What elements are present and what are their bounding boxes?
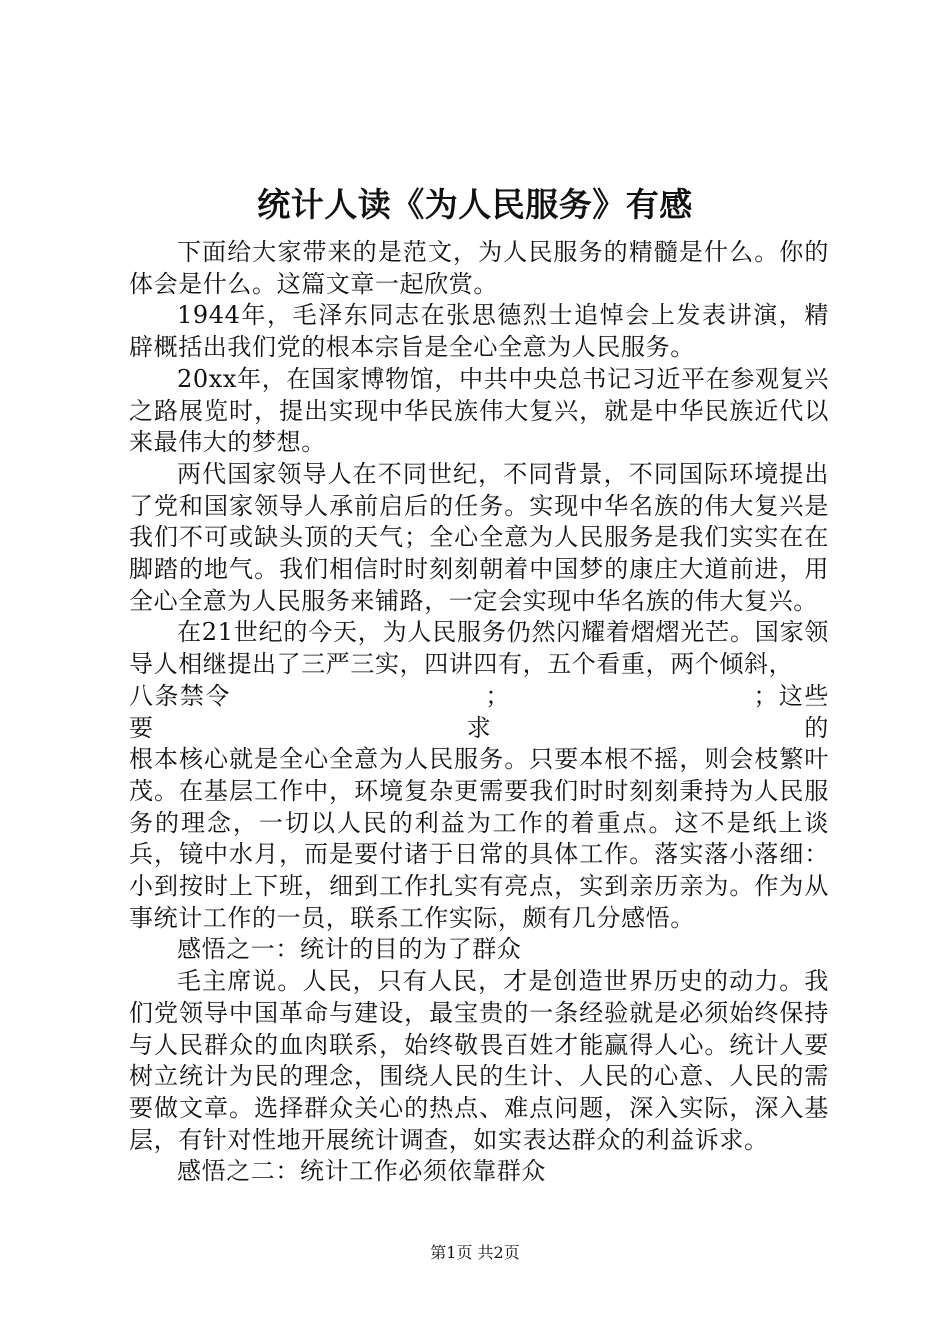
heading-insight-one: 感悟之一：统计的目的为了群众 [177, 935, 522, 964]
document-title: 统计人读《为人民服务》有感 [257, 185, 693, 224]
paragraph-core-service: 根本核心就是全心全意为人民服务。只要本根不摇，则会枝繁叶茂。在基层工作中，环境复杂更需要我们时时刻刻秉持为人民服务的理念，一切以人民的利益为工作的着重点。这不是纸上谈兵，镜中水月，而是要付诸于日常的具体工作。落实落小落细：小到按时上下班，细到工作扎实有亮点，实到亲历亲为。作为从事统计工作的一员，联系工作实际，颇有几分感悟。 [129, 745, 829, 932]
paragraph-two-generations: 两代国家领导人在不同世纪，不同背景，不同国际环境提出了党和国家领导人承前启后的任务。实现中华名族的伟大复兴是我们不可或缺头顶的天气；全心全意为人民服务是我们实实在在脚踏的地气。我们相信时时刻刻朝着中国梦的康庄大道前进，用全心全意为人民服务来铺路，一定会实现中华名族的伟大复兴。 [129, 459, 829, 615]
document-body [129, 237, 829, 1188]
paragraph-eight-rules-line: 八条禁令 ； ；这些要求的 [129, 681, 829, 742]
paragraph-21st-century: 在21世纪的今天，为人民服务仍然闪耀着熠熠光芒。国家领导人相继提出了三严三实，四讲四有，五个看重，两个倾斜， [129, 618, 829, 679]
heading-insight-two: 感悟之二：统计工作必须依靠群众 [177, 1157, 546, 1186]
paragraph-1944: 1944年，毛泽东同志在张思德烈士追悼会上发表讲演，精辟概括出我们党的根本宗旨是全心全意为人民服务。 [129, 301, 829, 362]
paragraph-chairman-mao: 毛主席说。人民，只有人民，才是创造世界历史的动力。我们党领导中国革命与建设，最宝贵的一条经验就是必须始终保持与人民群众的血肉联系，始终敬畏百姓才能赢得人心。统计人要树立统计为民的理念，围绕人民的生计、人民的心意、人民的需要做文章。选择群众关心的热点、难点问题，深入实际，深入基层，有针对性地开展统计调查，如实表达群众的利益诉求。 [129, 967, 829, 1154]
page-number: 第1页 共2页 [430, 1243, 520, 1262]
paragraph-20xx: 20xx年，在国家博物馆，中共中央总书记习近平在参观复兴之路展览时，提出实现中华民族伟大复兴，就是中华民族近代以来最伟大的梦想。 [129, 364, 829, 457]
paragraph-intro: 下面给大家带来的是范文，为人民服务的精髓是什么。你的体会是什么。这篇文章一起欣赏。 [129, 238, 829, 298]
